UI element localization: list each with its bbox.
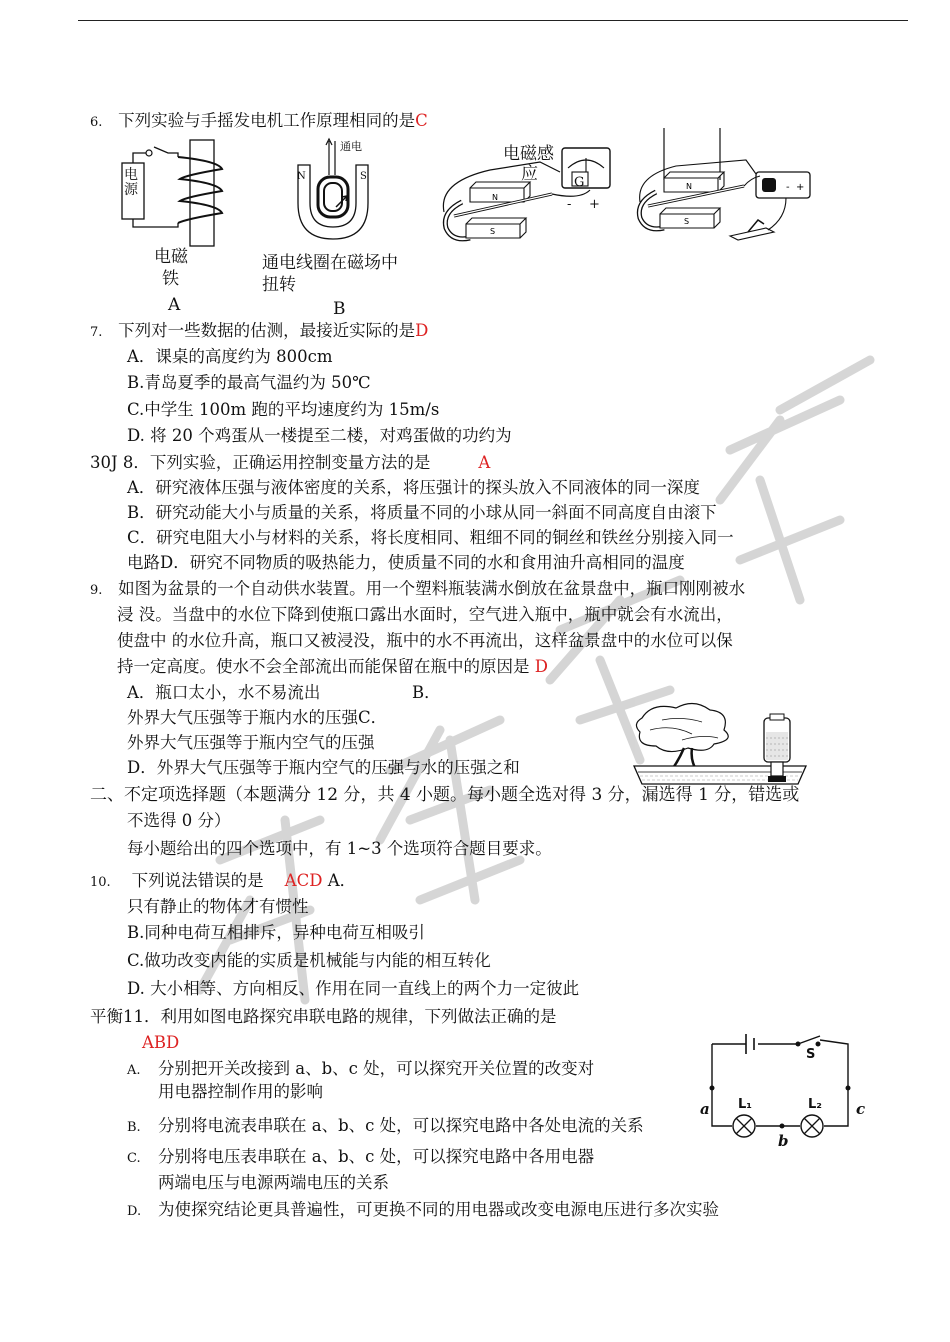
- q9-option-b-label: B．: [412, 683, 441, 702]
- fig-c-plus: +: [589, 197, 600, 212]
- section2-title: 二、不定项选择题（本题满分 12 分，共 4 小题。每小题全选对得 3 分，漏选得 1 分，错选或: [90, 785, 800, 805]
- q7-text: 下列对一些数据的估测，最接近实际的是: [118, 321, 416, 340]
- fig-c-meter-label: G: [574, 175, 585, 190]
- q10-option-c: C.做功改变内能的实质是机械能与内能的相互转化: [127, 951, 491, 970]
- q9-number: 9.: [90, 583, 103, 598]
- section2-scoring: 不选得 0 分）: [127, 811, 231, 830]
- q11-answer: ABD: [142, 1033, 180, 1052]
- circuit-point-b: b: [778, 1132, 789, 1150]
- q7-number: 7.: [90, 325, 103, 340]
- fig-q9-bonsai: [632, 700, 808, 788]
- fig-b-pole-s: S: [360, 171, 367, 182]
- q8-stem: [90, 452, 490, 474]
- q9-stem-1: [90, 578, 745, 602]
- fig-a-power-label: 电源: [124, 167, 138, 198]
- q9-option-a: A．瓶口太小，水不易流出: [127, 683, 321, 702]
- fig-b-pole-n: N: [297, 171, 306, 182]
- q8-answer: A: [478, 453, 491, 472]
- q6-stem: [90, 110, 428, 134]
- q11-option-d-letter: D.: [127, 1204, 142, 1219]
- q6-number: 6.: [90, 115, 103, 130]
- q7-answer: D: [415, 321, 429, 340]
- q9-line-3: 使盘中 的水位升高，瓶口又被浸没，瓶中的水不再流出，这样盆景盘中的水位可以保: [117, 631, 733, 650]
- q6-answer: C: [415, 111, 428, 130]
- fig-d-plus: +: [796, 182, 805, 193]
- q7-option-b: B.青岛夏季的最高气温约为 50℃: [127, 373, 371, 392]
- q9-line-4: [117, 656, 548, 678]
- q9-option-c-text: 外界大气压强等于瓶内空气的压强: [127, 733, 375, 752]
- q9-answer: D: [534, 657, 548, 676]
- circuit-point-c: c: [856, 1100, 866, 1118]
- q11-option-c-letter: C.: [127, 1151, 141, 1166]
- fig-c-pole-s: S: [490, 227, 496, 236]
- q7-option-a: A．课桌的高度约为 800cm: [127, 347, 333, 366]
- q9-line-2: 浸 没。当盘中的水位下降到使瓶口露出水面时，空气进入瓶中，瓶中就会有水流出，: [117, 605, 733, 624]
- q7-option-c: C.中学生 100m 跑的平均速度约为 15m/s: [127, 400, 440, 419]
- q8-option-a: A．研究液体压强与液体密度的关系，将压强计的探头放入不同液体的同一深度: [127, 478, 700, 497]
- fig-b-letter: B: [333, 299, 346, 319]
- q8-option-b: B．研究动能大小与质量的关系，将质量不同的小球从同一斜面不同高度自由滚下: [127, 503, 717, 522]
- circuit-l2-label: L₂: [808, 1097, 822, 1112]
- q11-option-c-line2: 两端电压与电源两端电压的关系: [158, 1173, 389, 1192]
- q8-option-c: C．研究电阻大小与材料的关系，将长度相同、粗细不同的铜丝和铁丝分别接入同一: [127, 528, 734, 547]
- q7-option-d: D. 将 20 个鸡蛋从一楼提至二楼，对鸡蛋做的功约为: [127, 426, 512, 445]
- q11-option-d-line1: 为使探究结论更具普遍性，可更换不同的用电器或改变电源电压进行多次实验: [158, 1200, 719, 1219]
- circuit-switch-label: S: [806, 1047, 816, 1062]
- fig-c-caption-1: 电磁感: [503, 144, 554, 164]
- q11-stem: 平衡11．利用如图电路探究串联电路的规律，下列做法正确的是: [90, 1007, 557, 1026]
- fig-b-caption-2: 扭转: [262, 275, 296, 295]
- q9-option-d: D．外界大气压强等于瓶内空气的压强与水的压强之和: [127, 758, 520, 777]
- fig-d-pole-n: N: [686, 182, 692, 191]
- fig-b-current-label: 通电: [340, 140, 362, 153]
- header-rule: [78, 20, 908, 21]
- q11-option-a-line2: 用电器控制作用的影响: [158, 1082, 323, 1101]
- q7-stem: [90, 320, 428, 344]
- q10-option-d: D. 大小相等、方向相反、作用在同一直线上的两个力一定彼此: [127, 979, 580, 998]
- q10-text: 下列说法错误的是: [131, 871, 264, 890]
- circuit-l1-label: L₁: [738, 1097, 752, 1112]
- q10-option-b: B.同种电荷互相排斥，异种电荷互相吸引: [127, 923, 425, 942]
- q11-option-b-line1: 分别将电流表串联在 a、b、c 处，可以探究电路中各处电流的关系: [158, 1116, 644, 1135]
- q9-line-4-text: 持一定高度。使水不会全部流出而能保留在瓶中的原因是: [117, 657, 530, 676]
- q10-number: 10.: [90, 875, 111, 890]
- section2-instructions: 每小题给出的四个选项中，有 1~3 个选项符合题目要求。: [127, 839, 552, 858]
- fig-c-caption-2: 应: [521, 164, 538, 184]
- fig-c-pole-n: N: [492, 193, 498, 202]
- circuit-point-a: a: [700, 1100, 710, 1118]
- q11-option-a-line1: 分别把开关改接到 a、b、c 处，可以探究开关位置的改变对: [158, 1059, 595, 1078]
- fig-d-pole-s: S: [684, 217, 690, 226]
- q6-text: 下列实验与手摇发电机工作原理相同的是: [118, 111, 416, 130]
- fig-a-letter: A: [168, 295, 181, 315]
- q10-option-a-label: A．: [327, 871, 357, 890]
- q8-option-d: 电路D．研究不同物质的吸热能力，使质量不同的水和食用油升高相同的温度: [127, 553, 685, 572]
- q11-option-c-line1: 分别将电压表串联在 a、b、c 处，可以探究电路中各用电器: [158, 1147, 595, 1166]
- q11-option-a-letter: A.: [127, 1063, 141, 1078]
- fig-d-minus: -: [786, 182, 790, 193]
- fig-b-caption-1: 通电线圈在磁场中: [262, 253, 398, 273]
- fig-a-caption-1: 电磁: [154, 247, 188, 267]
- q11-option-b-letter: B.: [127, 1120, 141, 1135]
- fig-c-minus: -: [567, 197, 572, 212]
- q10-answer: ACD: [284, 871, 323, 890]
- q9-line-1: 如图为盆景的一个自动供水装置。用一个塑料瓶装满水倒放在盆景盘中，瓶口刚刚被水: [118, 579, 746, 598]
- q10-option-a: 只有静止的物体才有惯性: [127, 897, 309, 916]
- q9-option-b-text: 外界大气压强等于瓶内水的压强C．: [127, 708, 388, 727]
- fig-d-experiment: [636, 128, 814, 248]
- q10-stem: [90, 870, 356, 894]
- q8-text: 30J 8．下列实验，正确运用控制变量方法的是: [90, 453, 431, 472]
- fig-a-caption-2: 铁: [162, 269, 179, 289]
